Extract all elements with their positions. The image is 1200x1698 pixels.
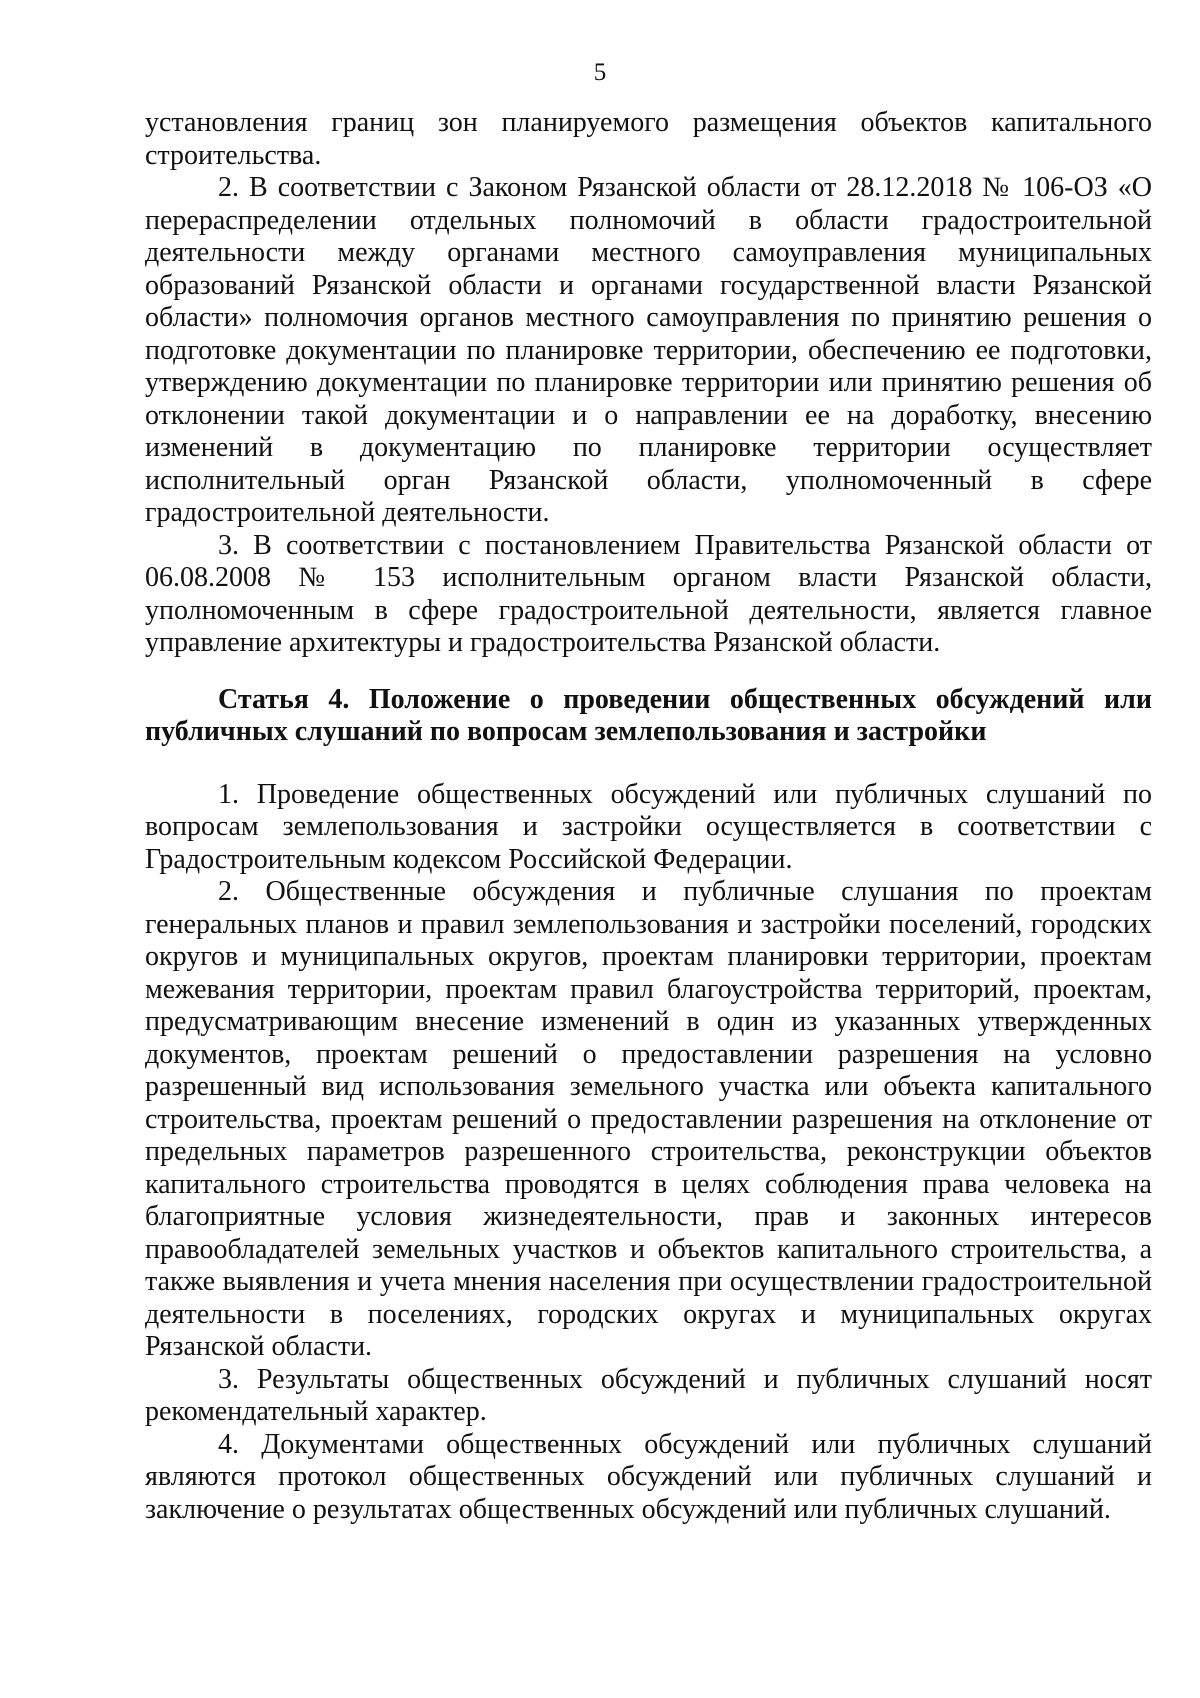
article-4-paragraph-2: 2. Общественные обсуждения и публичные слушания по проектам генеральных планов и правил землепользования и застройки поселений, городских округов и муниципальных округов, проектам планировки территории, проектам межевания территории, проектам правил благоустройства территорий, проектам, предусматривающим внесение изменений в один из указанных утвержденных документов, проектам решений о предоставлении разрешения на условно разрешенный вид использования земельного участка или объекта капитального строительства, проектам решений о предоставлении разрешения на отклонение от предельных параметров разрешенного строительства, реконструкции объектов капитального строительства проводятся в целях соблюдения права человека на благоприятные условия жизнедеятельности, прав и законных интересов правообладателей земельных участков и объектов капитального строительства, а также выявления и учета мнения населения при осуществлении градостроительной деятельности в поселениях, городских округах и муниципальных округах Рязанской области.: [145, 876, 1152, 1362]
paragraph-item-2: 2. В соответствии с Законом Рязанской области от 28.12.2018 № 106-ОЗ «О перераспределении отдельных полномочий в области градостроительной деятельности между органами местного самоуправления муниципальных образований Рязанской области и органами государственной власти Рязанской области» полномочия органов местного самоуправления по принятию решения о подготовке документации по планировке территории, обеспечению ее подготовки, утверждению документации по планировке территории или принятию решения об отклонении такой документации и о направлении ее на доработку, внесению изменений в документацию по планировке территории осуществляет исполнительный орган Рязанской области, уполномоченный в сфере градостроительной деятельности.: [145, 172, 1152, 528]
article-4-paragraph-4: 4. Документами общественных обсуждений или публичных слушаний являются протокол общественных обсуждений или публичных слушаний и заключение о результатах общественных обсуждений или публичных слушаний.: [145, 1428, 1152, 1525]
article-4-paragraph-3: 3. Результаты общественных обсуждений и публичных слушаний носят рекомендательный характер.: [145, 1363, 1152, 1427]
document-body: [145, 107, 1152, 1526]
page-number: 5: [593, 59, 607, 86]
paragraph-continuation: установления границ зон планируемого размещения объектов капитального строительства.: [145, 107, 1152, 171]
paragraph-item-3: 3. В соответствии с постановлением Правительства Рязанской области от 06.08.2008 № 153 исполнительным органом власти Рязанской области, уполномоченным в сфере градостроительной деятельности, является главное управление архитектуры и градостроительства Рязанской области.: [145, 529, 1152, 658]
article-4-paragraph-1: 1. Проведение общественных обсуждений или публичных слушаний по вопросам землепользования и застройки осуществляется в соответствии с Градостроительным кодексом Российской Федерации.: [145, 778, 1152, 875]
article-4-heading: Статья 4. Положение о проведении общественных обсуждений или публичных слушаний по вопросам землепользования и застройки: [145, 683, 1152, 747]
